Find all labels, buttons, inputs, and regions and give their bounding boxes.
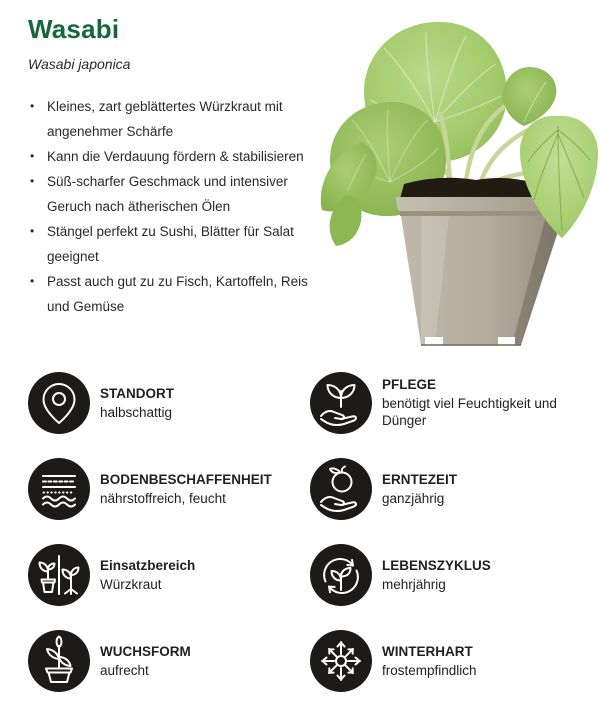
- attribute-value: ganzjährig: [382, 490, 445, 506]
- attribute-pflege: [310, 368, 590, 454]
- attribute-label: ERNTEZEIT: [382, 471, 458, 487]
- attribute-label: Einsatzbereich: [100, 557, 196, 573]
- description-bullet-list: [28, 94, 330, 319]
- attribute-standort: [28, 368, 310, 454]
- location-pin-icon: [29, 373, 89, 433]
- attribute-badge: [310, 630, 372, 692]
- attribute-badge: [28, 458, 90, 520]
- attribute-lebenszyklus: [310, 540, 590, 626]
- hand-fruit-icon: [311, 459, 371, 519]
- attribute-value: halbschattig: [100, 404, 173, 420]
- attribute-label: WINTERHART: [382, 643, 473, 659]
- attribute-value: benötigt viel Feuchtigkeit und Dünger: [382, 395, 557, 429]
- bullet-item: • Stängel perfekt zu Sushi, Blätter für Salat geeignet: [28, 219, 330, 269]
- attribute-value: frostempfindlich: [382, 662, 477, 678]
- bullet-item: • Kann die Verdauung fördern & stabilisieren: [28, 144, 330, 169]
- page-title: Wasabi: [28, 14, 120, 44]
- soil-layers-icon: [29, 459, 89, 519]
- attribute-label: LEBENSZYKLUS: [382, 557, 491, 573]
- attribute-grid: [28, 368, 590, 712]
- attribute-badge: [28, 630, 90, 692]
- header: [28, 14, 130, 72]
- attribute-badge: [310, 544, 372, 606]
- attribute-badge: [310, 458, 372, 520]
- attribute-value: Würzkraut: [100, 576, 162, 592]
- attribute-label: BODENBESCHAFFENHEIT: [100, 471, 272, 487]
- attribute-badge: [28, 372, 90, 434]
- attribute-badge: [28, 544, 90, 606]
- plant-pot: [396, 197, 567, 346]
- attribute-wuchsform: [28, 626, 310, 712]
- attribute-badge: [310, 372, 372, 434]
- bullet-item: • Kleines, zart geblättertes Würzkraut mit angenehmer Schärfe: [28, 94, 330, 144]
- attribute-label: WUCHSFORM: [100, 643, 191, 659]
- plant-photo: [300, 4, 600, 352]
- botanical-name: Wasabi japonica: [28, 56, 131, 72]
- attribute-erntezeit: [310, 454, 590, 540]
- attribute-label: STANDORT: [100, 385, 174, 401]
- snowflake-icon: [311, 631, 371, 691]
- hand-seedling-icon: [311, 373, 371, 433]
- attribute-value: mehrjährig: [382, 576, 446, 592]
- attribute-value: nährstoffreich, feucht: [100, 490, 226, 506]
- bullet-item: • Passt auch gut zu zu Fisch, Kartoffeln, Reis und Gemüse: [28, 269, 330, 319]
- potted-plant-roots-icon: [29, 545, 89, 605]
- cycle-seedling-icon: [311, 545, 371, 605]
- pot-soil: [400, 178, 546, 199]
- attribute-value: aufrecht: [100, 662, 149, 678]
- attribute-label: PFLEGE: [382, 376, 437, 392]
- attribute-winterhart: [310, 626, 590, 712]
- bullet-item: • Süß-scharfer Geschmack und intensiver Geruch nach ätherischen Ölen: [28, 169, 330, 219]
- attribute-boden: [28, 454, 310, 540]
- attribute-einsatzbereich: [28, 540, 310, 626]
- upright-plant-icon: [29, 631, 89, 691]
